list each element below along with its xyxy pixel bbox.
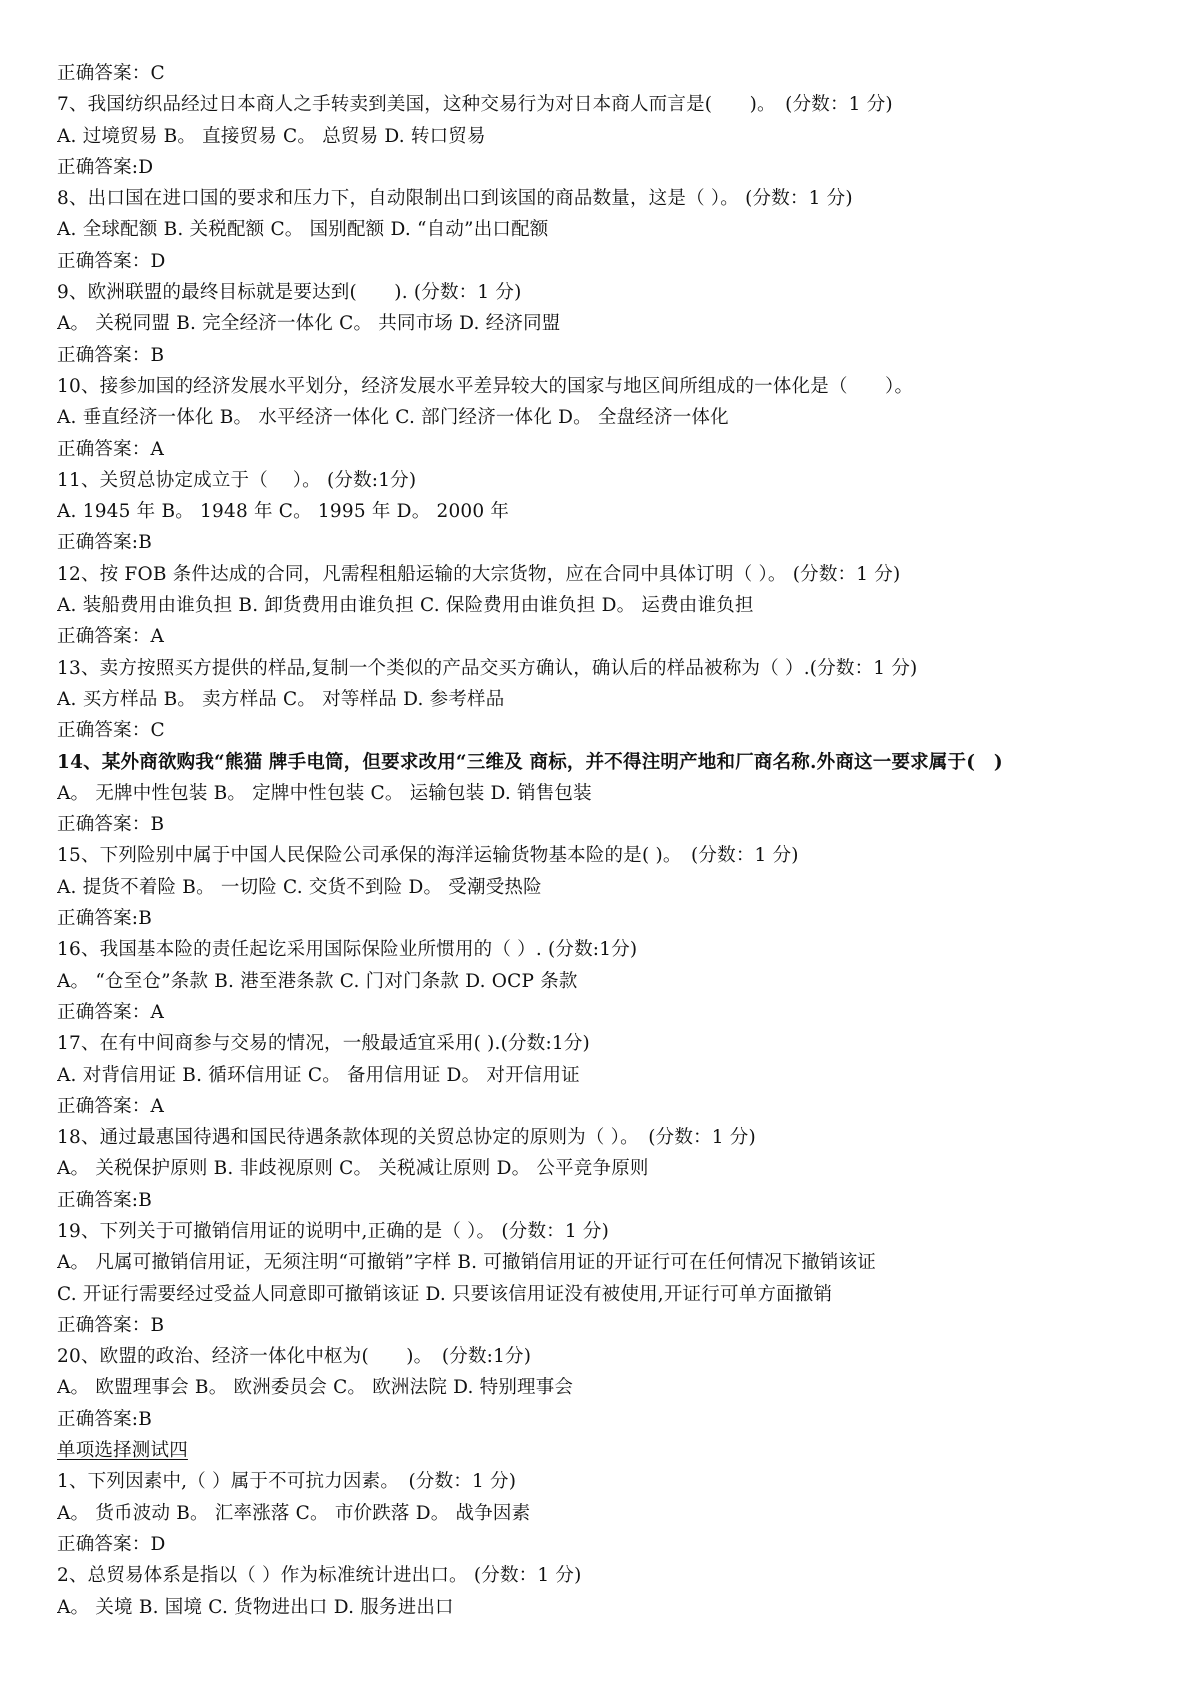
question-line: 18、通过最惠国待遇和国民待遇条款体现的关贸总协定的原则为（ ）。 (分数：1 分) [57,1127,756,1149]
options-line: A. 过境贸易 B。 直接贸易 C。 总贸易 D. 转口贸易 [57,125,486,147]
options-line: A. 全球配额 B. 关税配额 C。 国别配额 D. “自动”出口配额 [57,219,549,241]
answer-line: 正确答案：A [57,438,165,460]
question-line: 17、在有中间商参与交易的情况，一般最适宜采用( ).(分数:1分) [57,1033,590,1055]
question-line: 10、接参加国的经济发展水平划分，经济发展水平差异较大的国家与地区间所组成的一体化是（ ）。 [57,375,914,397]
answer-line: 正确答案:B [57,1189,153,1211]
options-line: A。 关税同盟 B. 完全经济一体化 C。 共同市场 D. 经济同盟 [57,313,561,335]
answer-line: 正确答案：C [57,63,165,84]
question-line: 20、欧盟的政治、经济一体化中枢为( )。 (分数:1分) [57,1346,532,1368]
options-line: A. 装船费用由谁负担 B. 卸货费用由谁负担 C. 保险费用由谁负担 D。 运费由谁负担 [57,595,754,617]
question-line: 7、我国纺织品经过日本商人之手转卖到美国，这种交易行为对日本商人而言是( )。 (分数：1 分) [57,94,893,116]
answer-line: 正确答案：B [57,814,165,836]
answer-line: 正确答案：A [57,1001,165,1023]
answer-line: 正确答案：D [57,250,166,272]
answer-line: 正确答案：B [57,1314,165,1336]
options-line: A. 提货不着险 B。 一切险 C. 交货不到险 D。 受潮受热险 [57,876,542,898]
options-line: A。 “仓至仓”条款 B. 港至港条款 C. 门对门条款 D. OCP 条款 [57,970,578,992]
question-line: 14、某外商欲购我“熊猫 牌手电筒，但要求改用“三维及 商标，并不得注明产地和厂商名称.外商这一要求属于( ) [57,751,1003,773]
options-line: A。 无牌中性包装 B。 定牌中性包装 C。 运输包装 D. 销售包装 [57,782,592,804]
question-line: 19、下列关于可撤销信用证的说明中,正确的是（ ）。 (分数：1 分) [57,1220,610,1242]
question-line: 8、出口国在进口国的要求和压力下，自动限制出口到该国的商品数量，这是（ ）。 (分数：1 分) [57,188,853,210]
question-line: 1、下列因素中,（ ）属于不可抗力因素。 (分数：1 分) [57,1471,517,1493]
section-heading: 单项选择测试四 [57,1440,188,1462]
question-line: 13、卖方按照买方提供的样品,复制一个类似的产品交买方确认，确认后的样品被称为（ ）.(分数：1 分) [57,657,918,679]
options-line: A。 欧盟理事会 B。 欧洲委员会 C。 欧洲法院 D. 特别理事会 [57,1377,574,1399]
options-line: A。 货币波动 B。 汇率涨落 C。 市价跌落 D。 战争因素 [57,1502,531,1524]
answer-line: 正确答案：D [57,1533,166,1555]
question-line: 15、下列险别中属于中国人民保险公司承保的海洋运输货物基本险的是( )。 (分数：1 分) [57,845,799,867]
answer-line: 正确答案:B [57,532,153,554]
answer-line: 正确答案：B [57,344,165,366]
options-line: A。 关税保护原则 B. 非歧视原则 C。 关税减让原则 D。 公平竞争原则 [57,1158,649,1180]
answer-line: 正确答案：A [57,626,165,648]
options-line: A. 买方样品 B。 卖方样品 C。 对等样品 D. 参考样品 [57,688,505,710]
options-line: A. 1945 年 B。 1948 年 C。 1995 年 D。 2000 年 [57,501,510,523]
question-line: 9、欧洲联盟的最终目标就是要达到( ). (分数：1 分) [57,282,522,304]
question-line: 12、按 FOB 条件达成的合同，凡需程租船运输的大宗货物，应在合同中具体订明（ ）。 (分数：1 分) [57,563,901,585]
options-line: A. 对背信用证 B. 循环信用证 C。 备用信用证 D。 对开信用证 [57,1064,580,1086]
question-line: 2、总贸易体系是指以（ ）作为标准统计进出口。 (分数：1 分) [57,1565,582,1587]
answer-line: 正确答案:B [57,1408,153,1430]
options-line: A. 垂直经济一体化 B。 水平经济一体化 C. 部门经济一体化 D。 全盘经济一体化 [57,407,729,429]
options-line: A。 关境 B. 国境 C. 货物进出口 D. 服务进出口 [57,1596,454,1618]
answer-line: 正确答案：A [57,1095,165,1117]
question-line: 16、我国基本险的责任起讫采用国际保险业所惯用的（ ）. (分数:1分) [57,939,638,961]
question-line: 11、关贸总协定成立于（ ）。 (分数:1分) [57,469,417,491]
options-line: A。 凡属可撤销信用证，无须注明“可撤销”字样 B. 可撤销信用证的开证行可在任何情况下撤销该证 [57,1252,876,1274]
options-line: C. 开证行需要经过受益人同意即可撤销该证 D. 只要该信用证没有被使用,开证行可单方面撤销 [57,1283,833,1305]
answer-line: 正确答案:B [57,908,153,930]
answer-line: 正确答案：C [57,720,165,742]
document-page [57,58,1177,1623]
answer-line: 正确答案:D [57,156,154,178]
